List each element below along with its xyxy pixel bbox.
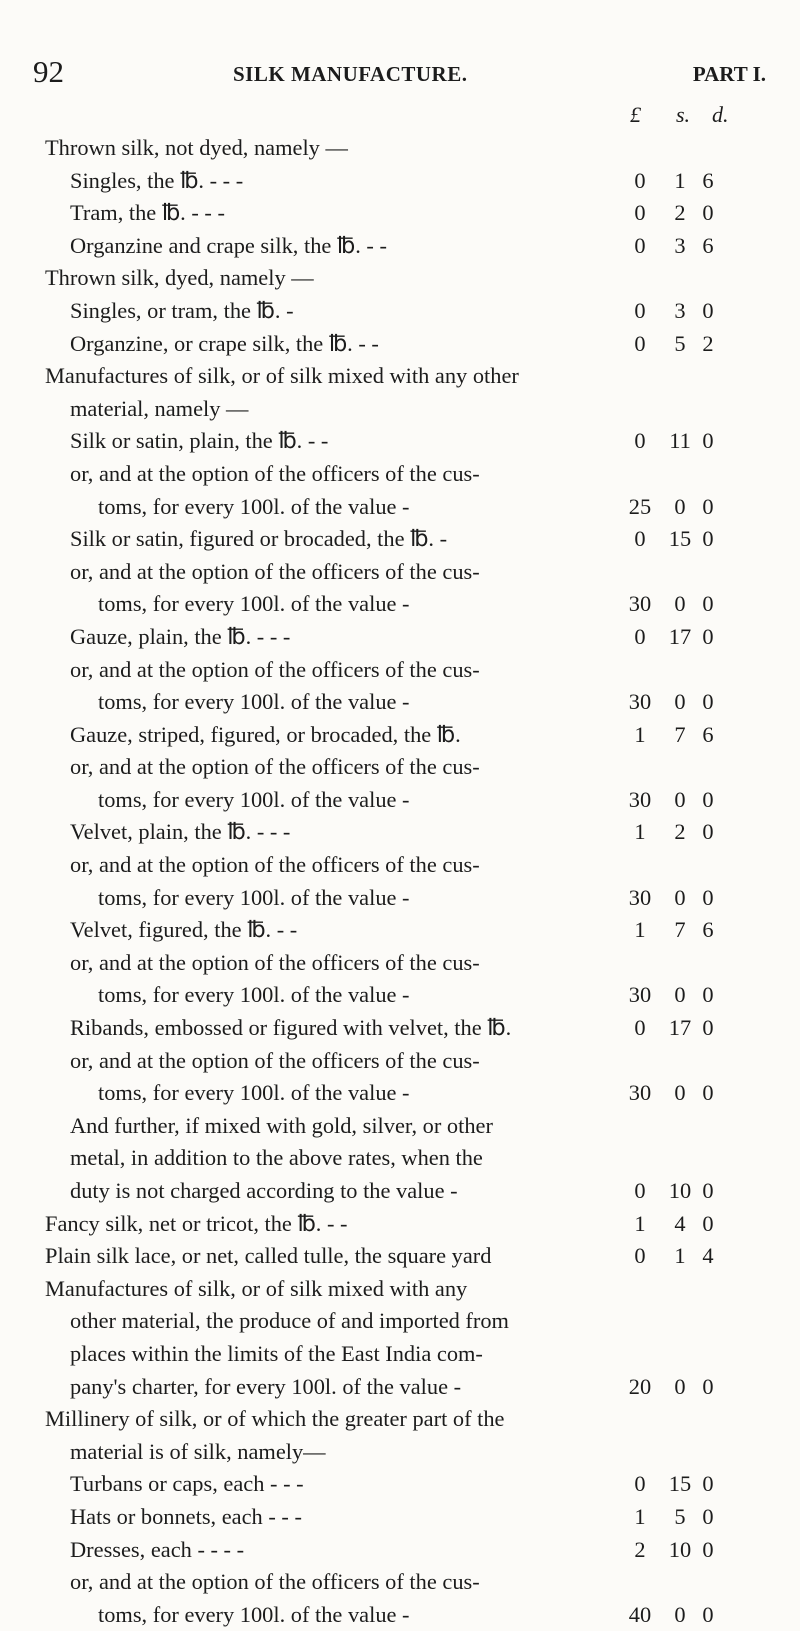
row-text: metal, in addition to the above rates, when the (70, 1145, 483, 1171)
row-text: Organzine, or crape silk, the ℔. - - (70, 330, 379, 356)
tariff-row (0, 1045, 800, 1078)
pounds-value: 0 (634, 297, 646, 323)
row-text: Silk or satin, plain, the ℔. - - (70, 428, 329, 454)
tariff-row (0, 849, 800, 882)
tariff-row (0, 588, 800, 621)
row-text: duty is not charged according to the value - (70, 1178, 458, 1203)
pounds-value: 0 (634, 1015, 646, 1041)
row-text: Millinery of silk, or of which the greater part of the (45, 1406, 505, 1432)
tariff-row (0, 197, 800, 230)
row-text: toms, for every 100l. of the value - (98, 982, 410, 1008)
pounds-value: 20 (628, 1373, 652, 1399)
tariff-row (0, 556, 800, 589)
tariff-row (0, 784, 800, 817)
pence-value: 0 (702, 1503, 714, 1529)
row-text: or, and at the option of the officers of the cus- (70, 1569, 480, 1595)
pence-value: 0 (702, 1373, 714, 1399)
pounds-value: 0 (634, 232, 646, 258)
pence-value: 0 (702, 786, 714, 812)
tariff-row (0, 295, 800, 328)
tariff-row (0, 491, 800, 524)
pounds-value: 0 (634, 526, 646, 552)
shillings-value: 3 (674, 297, 686, 323)
row-text: or, and at the option of the officers of the cus- (70, 754, 480, 780)
pence-value: 6 (702, 721, 714, 747)
pounds-value: 0 (634, 200, 646, 226)
pounds-value: 0 (634, 1471, 646, 1497)
row-text: or, and at the option of the officers of the cus- (70, 558, 480, 584)
pence-value: 0 (702, 884, 714, 910)
tariff-row (0, 1012, 800, 1045)
pence-value: 0 (702, 493, 714, 519)
row-text: or, and at the option of the officers of the cus- (70, 949, 480, 975)
pence-value: 2 (702, 330, 714, 356)
shillings-value: 0 (674, 591, 686, 617)
part-label: PART I. (692, 62, 766, 86)
shillings-value: 15 (668, 526, 692, 552)
row-text: or, and at the option of the officers of the cus- (70, 656, 480, 682)
tariff-row (0, 1403, 800, 1436)
row-text: Velvet, figured, the ℔. - - (70, 917, 298, 943)
pounds-value: 40 (628, 1601, 652, 1627)
tariff-row (0, 1240, 800, 1273)
tariff-row (0, 1077, 800, 1110)
tariff-row (0, 1142, 800, 1175)
pence-value: 0 (702, 428, 714, 454)
shillings-value: 15 (668, 1471, 692, 1497)
tariff-row (0, 719, 800, 752)
row-text: Manufactures of silk, or of silk mixed with any other (45, 363, 519, 389)
running-header (33, 52, 766, 92)
row-text: Thrown silk, not dyed, namely — (45, 135, 348, 160)
pounds-value: 30 (628, 689, 652, 715)
row-text: toms, for every 100l. of the value - (98, 689, 410, 715)
row-text: toms, for every 100l. of the value - (98, 1080, 410, 1106)
pence-value: 0 (702, 591, 714, 617)
pounds-value: 0 (634, 1243, 646, 1269)
pence-value: 0 (702, 1080, 714, 1106)
pence-value: 0 (702, 689, 714, 715)
row-text: Organzine and crape silk, the ℔. - - (70, 232, 387, 258)
tariff-row (0, 979, 800, 1012)
row-text: or, and at the option of the officers of the cus- (70, 852, 480, 878)
pounds-value: 0 (634, 623, 646, 649)
tariff-row (0, 1338, 800, 1371)
pounds-value: 0 (634, 1178, 646, 1203)
tariff-row (0, 816, 800, 849)
shillings-value: 1 (674, 1243, 686, 1269)
tariff-row (0, 328, 800, 361)
tariff-table (0, 132, 800, 1631)
row-text: Thrown silk, dyed, namely — (45, 265, 314, 291)
tariff-row (0, 393, 800, 426)
pence-value: 0 (702, 982, 714, 1008)
pence-value: 0 (702, 623, 714, 649)
tariff-row (0, 914, 800, 947)
tariff-row (0, 132, 800, 165)
column-headers (0, 102, 800, 132)
tariff-row (0, 947, 800, 980)
row-text: or, and at the option of the officers of the cus- (70, 460, 480, 486)
row-text: And further, if mixed with gold, silver, or other (70, 1112, 493, 1138)
pounds-value: 30 (628, 591, 652, 617)
pence-value: 0 (702, 1471, 714, 1497)
tariff-row (0, 1371, 800, 1404)
pounds-value: 30 (628, 786, 652, 812)
tariff-row (0, 686, 800, 719)
tariff-row (0, 654, 800, 687)
pence-value: 6 (702, 232, 714, 258)
shillings-value: 0 (674, 1373, 686, 1399)
shillings-value: 4 (674, 1210, 686, 1236)
tariff-row (0, 262, 800, 295)
pounds-value: 1 (634, 917, 646, 943)
shillings-value: 2 (674, 200, 686, 226)
shillings-value: 7 (674, 721, 686, 747)
pounds-value: 0 (634, 330, 646, 356)
running-title: SILK MANUFACTURE. (233, 62, 468, 86)
row-text: Ribands, embossed or figured with velvet, the ℔. (70, 1015, 512, 1041)
pounds-value: 2 (634, 1536, 646, 1562)
tariff-row (0, 165, 800, 198)
row-text: Plain silk lace, or net, called tulle, the square yard (45, 1243, 492, 1269)
pence-value: 0 (702, 1210, 714, 1236)
row-text: or, and at the option of the officers of the cus- (70, 1047, 480, 1073)
pounds-value: 30 (628, 884, 652, 910)
pence-value: 0 (702, 1015, 714, 1041)
row-text: Gauze, plain, the ℔. - - - (70, 623, 291, 649)
pounds-value: 30 (628, 1080, 652, 1106)
shillings-value: 5 (674, 1503, 686, 1529)
pounds-value: 1 (634, 1503, 646, 1529)
pence-header: d. (712, 102, 729, 127)
shillings-value: 0 (674, 1080, 686, 1106)
tariff-row (0, 1501, 800, 1534)
row-text: Singles, the ℔. - - - (70, 167, 244, 193)
shillings-value: 0 (674, 982, 686, 1008)
row-text: Turbans or caps, each - - - (70, 1471, 304, 1497)
pence-value: 0 (702, 1178, 714, 1203)
page-number: 92 (33, 54, 64, 89)
row-text: Manufactures of silk, or of silk mixed with any (45, 1275, 468, 1301)
row-text: Hats or bonnets, each - - - (70, 1503, 302, 1529)
row-text: Fancy silk, net or tricot, the ℔. - - (45, 1210, 348, 1236)
pence-value: 0 (702, 1601, 714, 1627)
pounds-value: 1 (634, 819, 646, 845)
pence-value: 0 (702, 526, 714, 552)
shillings-value: 7 (674, 917, 686, 943)
tariff-row (0, 1175, 800, 1208)
tariff-row (0, 230, 800, 263)
row-text: toms, for every 100l. of the value - (98, 1601, 410, 1627)
pence-value: 4 (702, 1243, 714, 1269)
tariff-row (0, 1305, 800, 1338)
shillings-value: 10 (668, 1536, 692, 1562)
shillings-value: 0 (674, 1601, 686, 1627)
tariff-row (0, 621, 800, 654)
shillings-value: 0 (674, 493, 686, 519)
pounds-value: 0 (634, 167, 646, 193)
shillings-value: 17 (668, 623, 692, 649)
pounds-header: £ (630, 102, 641, 127)
tariff-row (0, 1534, 800, 1567)
shillings-value: 2 (674, 819, 686, 845)
row-text: Velvet, plain, the ℔. - - - (70, 819, 291, 845)
row-text: other material, the produce of and imported from (70, 1308, 509, 1334)
row-text: toms, for every 100l. of the value - (98, 884, 410, 910)
row-text: material, namely — (70, 395, 249, 421)
pounds-value: 1 (634, 1210, 646, 1236)
shillings-value: 0 (674, 884, 686, 910)
row-text: toms, for every 100l. of the value - (98, 786, 410, 812)
row-text: Gauze, striped, figured, or brocaded, the ℔. (70, 721, 461, 747)
shillings-value: 0 (674, 786, 686, 812)
pounds-value: 30 (628, 982, 652, 1008)
pence-value: 0 (702, 819, 714, 845)
pounds-value: 25 (628, 493, 652, 519)
tariff-row (0, 882, 800, 915)
pence-value: 6 (702, 917, 714, 943)
tariff-row (0, 751, 800, 784)
pence-value: 6 (702, 167, 714, 193)
tariff-row (0, 1566, 800, 1599)
tariff-row (0, 1468, 800, 1501)
tariff-row (0, 523, 800, 556)
tariff-row (0, 1110, 800, 1143)
shillings-value: 0 (674, 689, 686, 715)
row-text: toms, for every 100l. of the value - (98, 493, 410, 519)
tariff-row (0, 458, 800, 491)
shillings-value: 5 (674, 330, 686, 356)
row-text: material is of silk, namely— (70, 1438, 326, 1464)
tariff-row (0, 1599, 800, 1631)
tariff-row (0, 425, 800, 458)
row-text: Singles, or tram, the ℔. - (70, 297, 294, 323)
pounds-value: 1 (634, 721, 646, 747)
tariff-row (0, 1273, 800, 1306)
pounds-value: 0 (634, 428, 646, 454)
row-text: Dresses, each - - - - (70, 1536, 245, 1562)
pence-value: 0 (702, 297, 714, 323)
shillings-value: 10 (668, 1178, 692, 1203)
shillings-value: 3 (674, 232, 686, 258)
row-text: Silk or satin, figured or brocaded, the ℔. - (70, 526, 448, 552)
shillings-value: 11 (669, 428, 691, 454)
shillings-header: s. (676, 102, 691, 127)
shillings-value: 17 (668, 1015, 692, 1041)
tariff-row (0, 1436, 800, 1469)
pence-value: 0 (702, 1536, 714, 1562)
row-text: pany's charter, for every 100l. of the value - (70, 1373, 462, 1399)
row-text: toms, for every 100l. of the value - (98, 591, 410, 617)
shillings-value: 1 (674, 167, 686, 193)
tariff-row (0, 1208, 800, 1241)
row-text: places within the limits of the East India com- (70, 1340, 483, 1366)
row-text: Tram, the ℔. - - - (70, 200, 225, 226)
tariff-row (0, 360, 800, 393)
pence-value: 0 (702, 200, 714, 226)
